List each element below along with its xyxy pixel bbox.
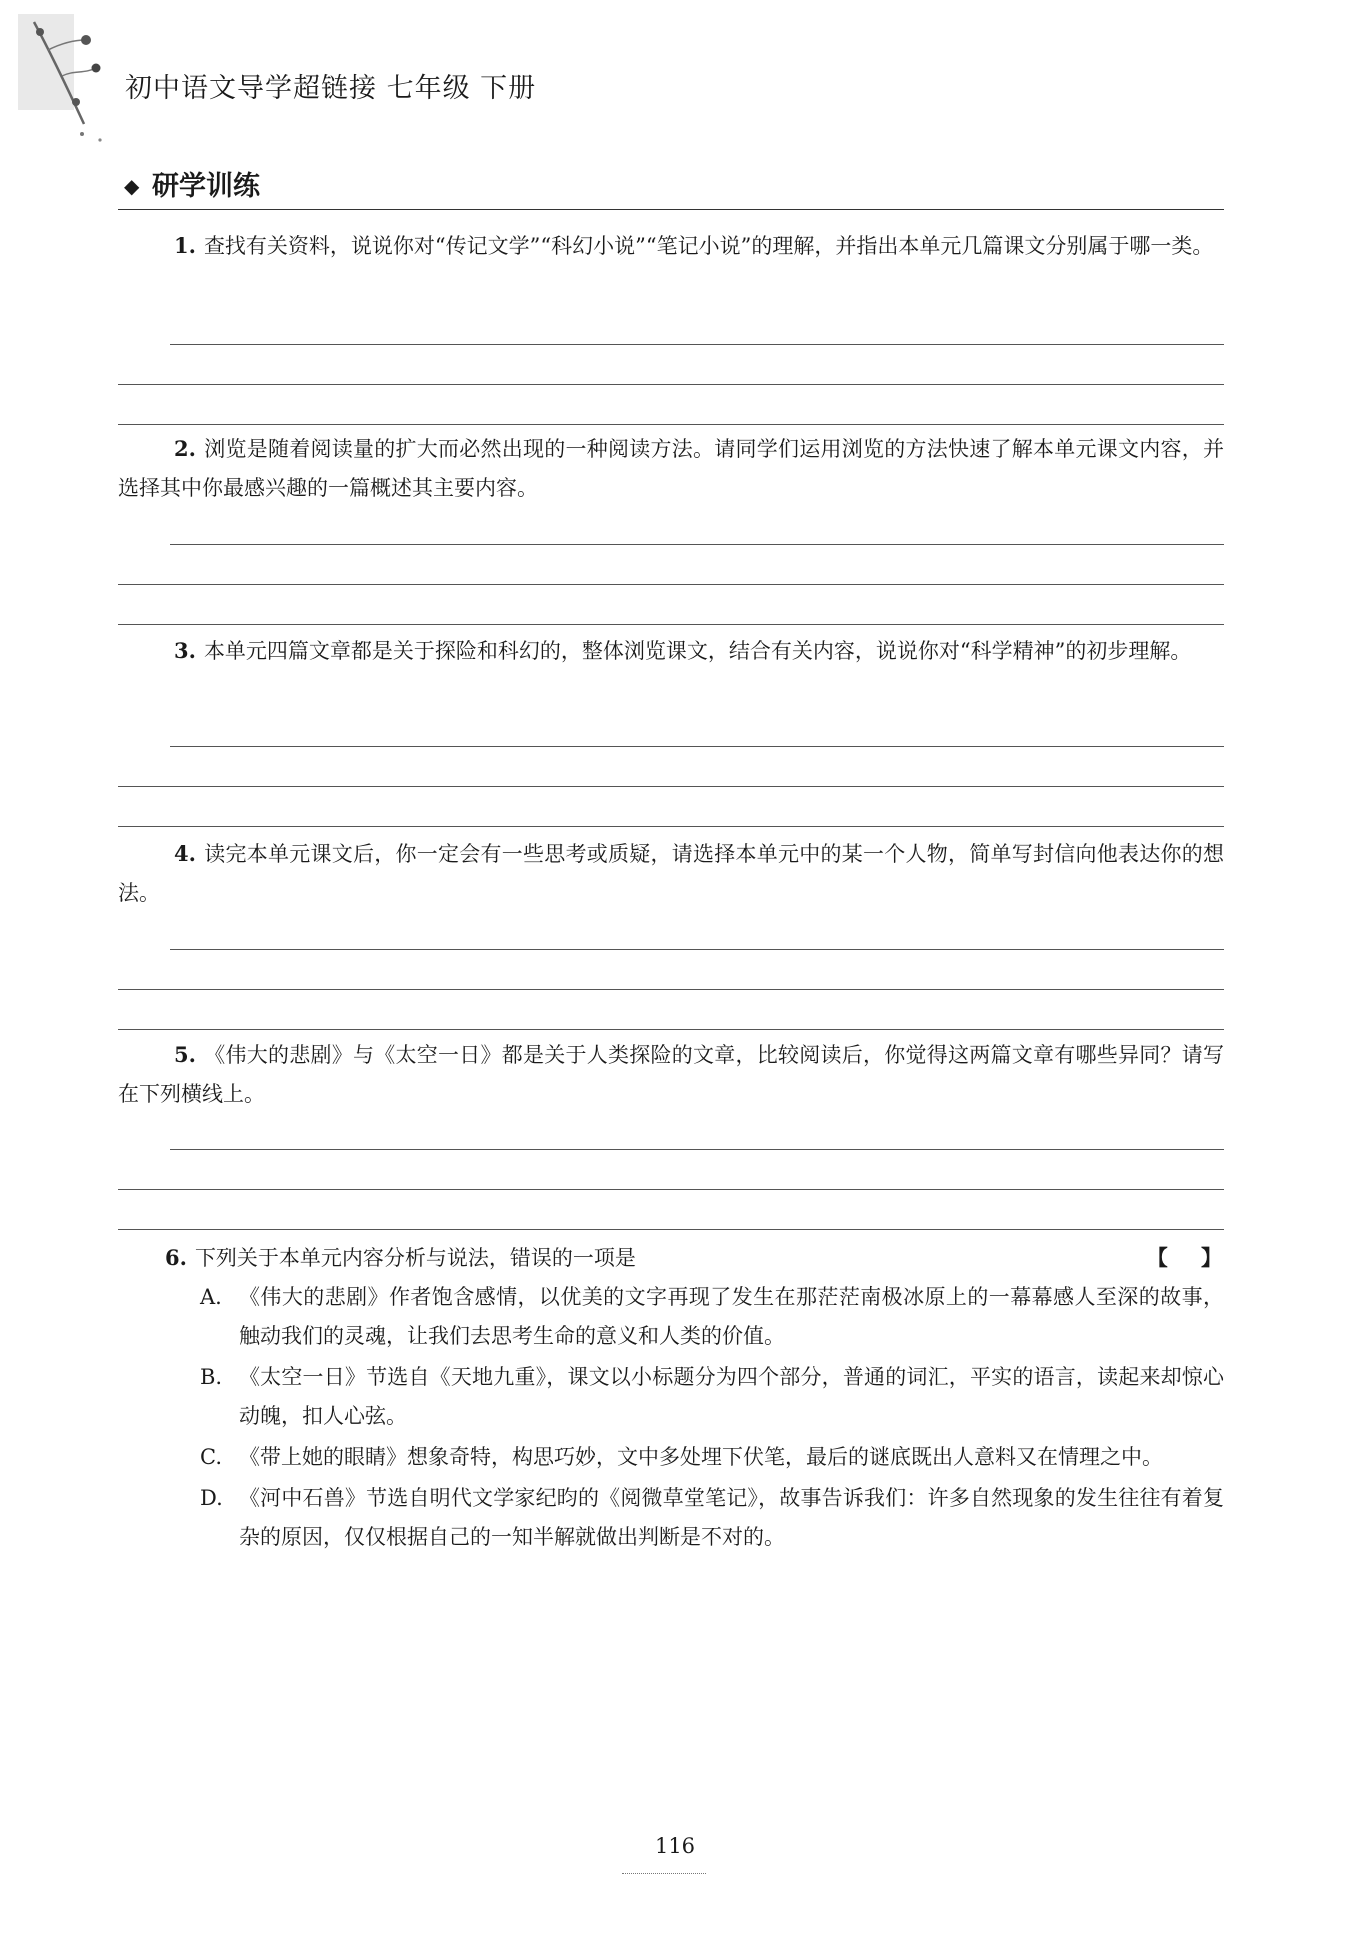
question-number: 5. xyxy=(174,1042,196,1067)
option-c[interactable] xyxy=(118,1438,1224,1477)
question-6-stem xyxy=(118,1238,1224,1278)
answer-area-5[interactable] xyxy=(118,1112,1224,1232)
question-number: 1. xyxy=(174,233,196,258)
answer-line xyxy=(118,384,1224,385)
option-d[interactable] xyxy=(118,1479,1224,1557)
question-number: 2. xyxy=(174,436,196,461)
option-b[interactable] xyxy=(118,1358,1224,1436)
answer-line xyxy=(118,989,1224,990)
answer-line xyxy=(118,624,1224,625)
option-text: 《太空一日》节选自《天地九重》，课文以小标题分为四个部分，普通的词汇，平实的语言，读起来却惊心动魄，扣人心弦。 xyxy=(239,1365,1224,1428)
plum-blossom-illustration xyxy=(14,14,114,144)
option-letter: B. xyxy=(200,1365,223,1389)
question-number: 4. xyxy=(174,841,196,866)
question-6 xyxy=(118,1238,1224,1557)
question-1 xyxy=(118,226,1224,266)
answer-line xyxy=(170,949,1224,950)
answer-line xyxy=(118,1229,1224,1230)
running-header-title: 初中语文导学超链接 七年级 下册 xyxy=(125,73,537,104)
answer-line xyxy=(118,786,1224,787)
option-text: 《带上她的眼睛》想象奇特，构思巧妙，文中多处埋下伏笔，最后的谜底既出人意料又在情理之中。 xyxy=(239,1445,1163,1469)
section-title: 研学训练 xyxy=(152,171,260,202)
answer-line xyxy=(118,424,1224,425)
question-text: 读完本单元课文后，你一定会有一些思考或质疑，请选择本单元中的某一个人物，简单写封信向他表达你的想法。 xyxy=(118,842,1224,905)
answer-line xyxy=(170,746,1224,747)
section-header xyxy=(118,164,1224,210)
option-letter: D. xyxy=(200,1486,223,1510)
option-letter: A. xyxy=(200,1285,222,1309)
option-a[interactable] xyxy=(118,1278,1224,1356)
question-text: 查找有关资料，说说你对“传记文学”“科幻小说”“笔记小说”的理解，并指出本单元几篇课文分别属于哪一类。 xyxy=(203,234,1214,258)
answer-line xyxy=(118,584,1224,585)
question-text: 本单元四篇文章都是关于探险和科幻的，整体浏览课文，结合有关内容，说说你对“科学精神”的初步理解。 xyxy=(203,639,1192,663)
answer-line xyxy=(170,544,1224,545)
page-number: 116 xyxy=(654,1834,696,1858)
answer-line xyxy=(170,1149,1224,1150)
question-5 xyxy=(118,1035,1224,1114)
option-text: 《伟大的悲剧》作者饱含感情，以优美的文字再现了发生在那茫茫南极冰原上的一幕幕感人至深的故事，触动我们的灵魂，让我们去思考生命的意义和人类的价值。 xyxy=(239,1285,1224,1348)
answer-area-3[interactable] xyxy=(118,709,1224,829)
page-number-underline xyxy=(622,1873,706,1874)
diamond-bullet-icon: ◆ xyxy=(124,174,140,198)
question-text: 浏览是随着阅读量的扩大而必然出现的一种阅读方法。请同学们运用浏览的方法快速了解本单元课文内容，并选择其中你最感兴趣的一篇概述其主要内容。 xyxy=(118,437,1224,500)
question-text: 下列关于本单元内容分析与说法，错误的一项是 xyxy=(194,1246,636,1270)
question-4 xyxy=(118,834,1224,913)
answer-area-4[interactable] xyxy=(118,912,1224,1032)
answer-area-1[interactable] xyxy=(118,307,1224,427)
answer-area-2[interactable] xyxy=(118,507,1224,627)
answer-line xyxy=(118,1189,1224,1190)
question-text: 《伟大的悲剧》与《太空一日》都是关于人类探险的文章，比较阅读后，你觉得这两篇文章有哪些异同？请写在下列横线上。 xyxy=(118,1043,1224,1106)
section-divider xyxy=(118,209,1224,210)
answer-line xyxy=(118,1029,1224,1030)
option-text: 《河中石兽》节选自明代文学家纪昀的《阅微草堂笔记》，故事告诉我们：许多自然现象的发生往往有着复杂的原因，仅仅根据自己的一知半解就做出判断是不对的。 xyxy=(239,1486,1224,1549)
option-letter: C. xyxy=(200,1445,222,1469)
question-number: 3. xyxy=(174,638,196,663)
answer-line xyxy=(170,344,1224,345)
question-3 xyxy=(118,631,1224,671)
answer-bracket[interactable]: 【 】 xyxy=(1146,1245,1222,1270)
question-number: 6. xyxy=(165,1245,187,1270)
question-2 xyxy=(118,429,1224,508)
answer-line xyxy=(118,826,1224,827)
